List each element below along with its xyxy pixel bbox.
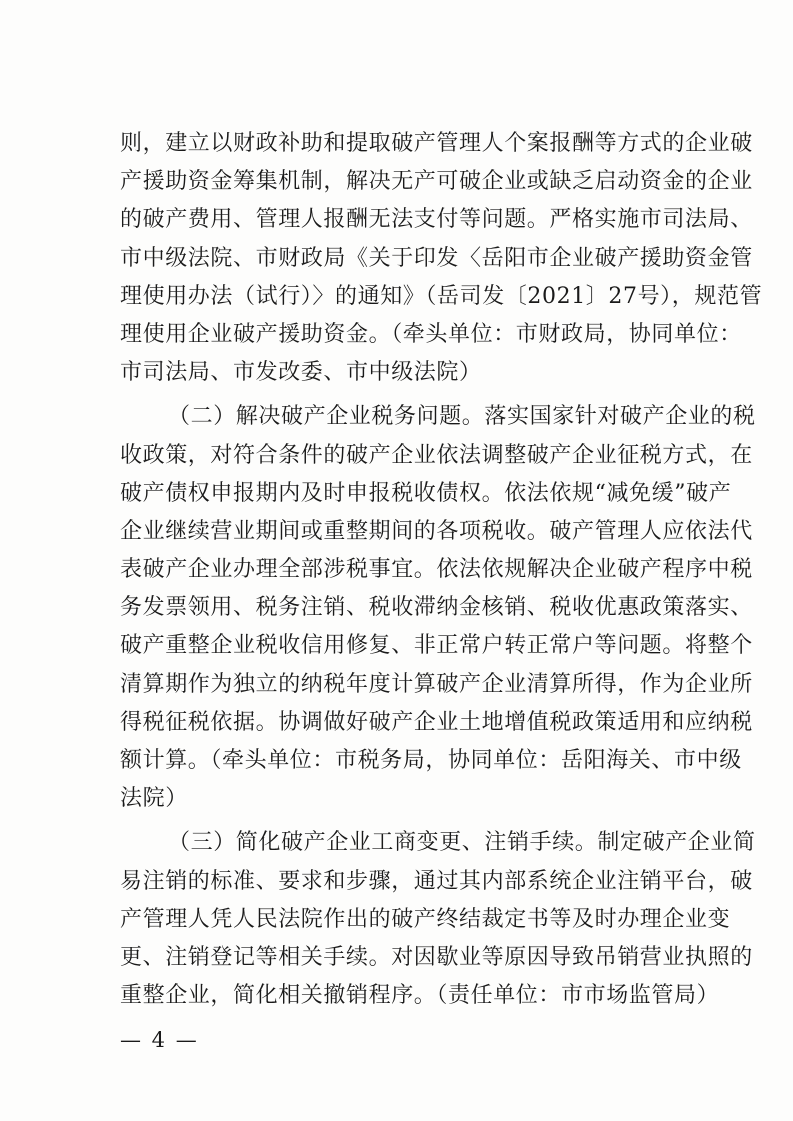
text-line: 法院） <box>120 786 188 812</box>
text-line: 破产债权申报期内及时申报税收债权。依法依规“减免缓”破产 <box>120 480 732 506</box>
text-line: 产援助资金筹集机制，解决无产可破企业或缺乏启动资金的企业 <box>120 169 753 195</box>
section-business-registration <box>120 824 756 1015</box>
body-text <box>120 125 763 1015</box>
text-line: 理使用企业破产援助资金。（牵头单位：市财政局，协同单位： <box>120 321 742 347</box>
text-line: 企业继续营业期间或重整期间的各项税收。破产管理人应依法代 <box>120 518 753 544</box>
section-heading-line: （三）简化破产企业工商变更、注销手续。制定破产企业简 <box>168 830 756 856</box>
text-line: 重整企业，简化相关撤销程序。（责任单位：市市场监管局） <box>120 983 720 1009</box>
text-line: 得税征税依据。协调做好破产企业土地增值税政策适用和应纳税 <box>120 709 753 735</box>
text-line: 市司法局、市发改委、市中级法院） <box>120 360 482 386</box>
text-line: 额计算。（牵头单位：市税务局，协同单位：岳阳海关、市中级 <box>120 748 742 773</box>
section-heading-line: （二）解决破产企业税务问题。落实国家针对破产企业的税 <box>168 404 756 430</box>
paragraph-continuation <box>120 125 763 392</box>
section-tax-issues <box>120 398 756 818</box>
text-line: 产管理人凭人民法院作出的破产终结裁定书等及时办理企业变 <box>120 906 731 932</box>
text-line: 理使用办法（试行）〉的通知》（岳司发〔2021〕27号），规范管 <box>120 283 763 309</box>
text-line: 清算期作为独立的纳税年度计算破产企业清算所得，作为企业所 <box>120 671 753 697</box>
text-line: 更、注销登记等相关手续。对因歇业等原因导致吊销营业执照的 <box>120 944 753 970</box>
text-line: 则，建立以财政补助和提取破产管理人个案报酬等方式的企业破 <box>120 131 753 156</box>
text-line: 表破产企业办理全部涉税事宜。依法依规解决企业破产程序中税 <box>120 557 753 583</box>
page-number: — 4 — <box>120 1028 199 1052</box>
text-line: 破产重整企业税收信用修复、非正常户转正常户等问题。将整个 <box>120 633 753 659</box>
text-line: 的破产费用、管理人报酬无法支付等问题。严格实施市司法局、 <box>120 207 753 233</box>
text-line: 收政策，对符合条件的破产企业依法调整破产企业征税方式，在 <box>120 442 753 468</box>
text-line: 市中级法院、市财政局《关于印发〈岳阳市企业破产援助资金管 <box>120 245 753 271</box>
text-line: 务发票领用、税务注销、税收滞纳金核销、税收优惠政策落实、 <box>120 595 753 621</box>
text-line: 易注销的标准、要求和步骤，通过其内部系统企业注销平台，破 <box>120 868 753 894</box>
